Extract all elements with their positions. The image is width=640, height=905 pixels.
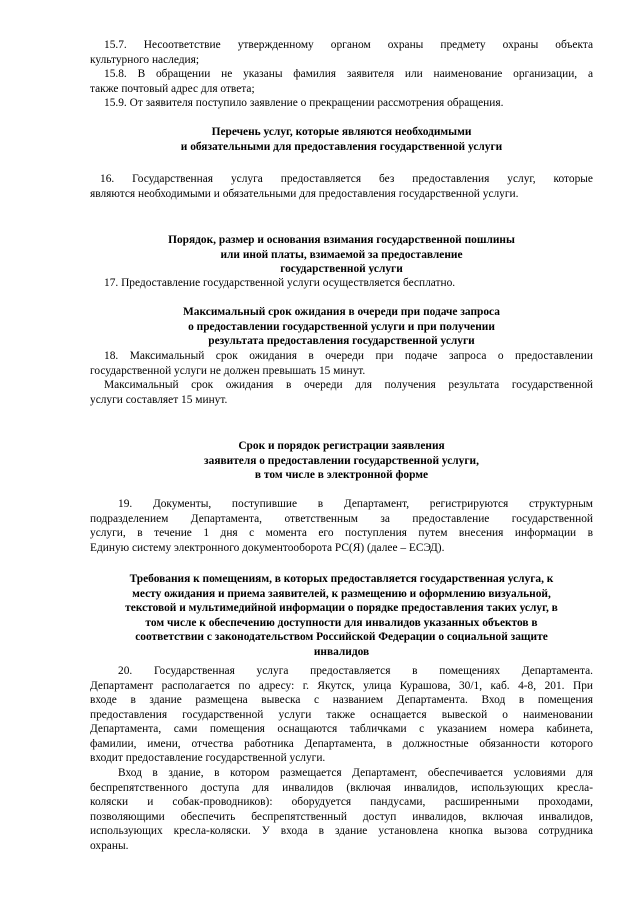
paragraph-15-9 xyxy=(90,96,593,111)
heading-line: результата предоставления государственной услуги xyxy=(208,335,475,347)
heading-line: текстовой и мультимедийной информации о порядке предоставления таких услуг, в xyxy=(125,602,558,614)
paragraph-20-b xyxy=(90,766,593,853)
heading-line: месту ожидания и приема заявителей, к размещению и оформлению визуальной, xyxy=(132,587,551,600)
text-line: позволяющими обеспечить беспрепятственный доступ инвалидов, включая инвалидов, xyxy=(90,810,593,823)
text-line: услуги составляет 15 минут. xyxy=(90,393,228,406)
heading-line: в том числе в электронной форме xyxy=(254,469,429,481)
heading-line: Порядок, размер и основания взимания государственной пошлины xyxy=(168,234,515,246)
heading-line: заявителя о предоставлении государственной услуги, xyxy=(204,454,479,467)
text-line: подразделением Департамента, ответственным за предоставление государственной xyxy=(90,512,593,525)
text-line: культурного наследия; xyxy=(90,53,200,66)
text-line: использующих кресла-коляски. У входа в здание установлена кнопка вызова сотрудника xyxy=(90,825,593,837)
text-line: предоставления государственной услуги также оснащается вывеской о наименовании xyxy=(90,708,593,721)
paragraph-19 xyxy=(90,497,593,555)
heading-registration xyxy=(90,439,593,483)
text-line: являются необходимыми и обязательными для предоставления государственной услуги. xyxy=(90,187,519,200)
text-line: государственной услуги не должен превышать 15 минут. xyxy=(90,364,366,377)
paragraph-15-8 xyxy=(90,67,593,96)
heading-line: Максимальный срок ожидания в очереди при подаче запроса xyxy=(183,306,500,318)
heading-premises-requirements xyxy=(90,572,593,659)
text-line: 16. Государственная услуга предоставляется без предоставления услуг, которые xyxy=(100,173,593,185)
heading-waiting-time xyxy=(90,305,593,349)
heading-line: Перечень услуг, которые являются необходимыми xyxy=(211,126,472,138)
text-line: услуги, в течение 1 дня с момента его поступления путем внесения информации в xyxy=(90,527,593,539)
paragraph-15-7 xyxy=(90,38,593,67)
paragraph-18 xyxy=(90,349,593,378)
text-line: входе в здание размещена вывеска с названием Департамента. Вход в помещения xyxy=(90,694,593,706)
text-line: охраны. xyxy=(90,839,129,852)
text-line: 19. Документы, поступившие в Департамент, регистрируются структурным xyxy=(118,498,593,510)
heading-fee xyxy=(90,233,593,277)
text-line: Вход в здание, в котором размещается Департамент, обеспечивается условиями для xyxy=(118,767,593,779)
text-line: 15.7. Несоответствие утвержденному органом охраны предмету охраны объекта xyxy=(104,39,593,51)
text-line: 15.8. В обращении не указаны фамилия заявителя или наименование организации, а xyxy=(104,68,593,80)
paragraph-20 xyxy=(90,664,593,766)
heading-line: Срок и порядок регистрации заявления xyxy=(238,440,445,452)
text-line: фамилии, имени, отчества работника Департамента, в должностные обязанности которого xyxy=(90,737,593,750)
heading-line: инвалидов xyxy=(313,645,370,658)
text-line: Максимальный срок ожидания в очереди для получения результата государственной xyxy=(104,379,593,391)
heading-line: Требования к помещениям, в которых предоставляется государственная услуга, к xyxy=(129,573,554,585)
heading-line: о предоставлении государственной услуги и при получении xyxy=(188,320,495,333)
heading-required-services xyxy=(90,125,593,154)
heading-line: или иной платы, взимаемой за предоставление xyxy=(220,248,463,261)
text-line: Департамента, сами помещения оснащаются табличками с указанием номера кабинета, xyxy=(90,723,593,735)
text-line: Департамент располагается по адресу: г. Якутск, улица Курашова, 30/1, каб. 4-8, 201. При xyxy=(90,679,593,692)
text-line: коляски и собак-проводников): оборудуется пандусами, расширенными проходами, xyxy=(90,796,593,808)
heading-line: государственной услуги xyxy=(280,263,403,275)
heading-line: и обязательными для предоставления государственной услуги xyxy=(180,140,503,153)
text-line: 18. Максимальный срок ожидания в очереди при подаче запроса о предоставлении xyxy=(104,350,593,362)
heading-line: соответствии с законодательством Российской Федерации о социальной защите xyxy=(135,631,548,643)
paragraph-17 xyxy=(90,276,593,291)
paragraph-16 xyxy=(90,172,593,201)
text-line: 15.9. От заявителя поступило заявление о прекращении рассмотрения обращения. xyxy=(104,97,504,109)
text-line: 20. Государственная услуга предоставляется в помещениях Департамента. xyxy=(118,665,593,677)
text-line: входит предоставление государственной услуги. xyxy=(90,752,326,764)
text-line: Единую систему электронного документооборота РС(Я) (далее – ЕСЭД). xyxy=(90,541,445,554)
text-line: также почтовый адрес для ответа; xyxy=(90,82,255,95)
paragraph-18-b xyxy=(90,378,593,407)
heading-line: том числе к обеспечению доступности для инвалидов указанных объектов в xyxy=(145,616,538,629)
text-line: 17. Предоставление государственной услуги осуществляется бесплатно. xyxy=(104,277,456,289)
text-line: беспрепятственного доступа для инвалидов (включая инвалидов, использующих кресла- xyxy=(90,781,593,794)
